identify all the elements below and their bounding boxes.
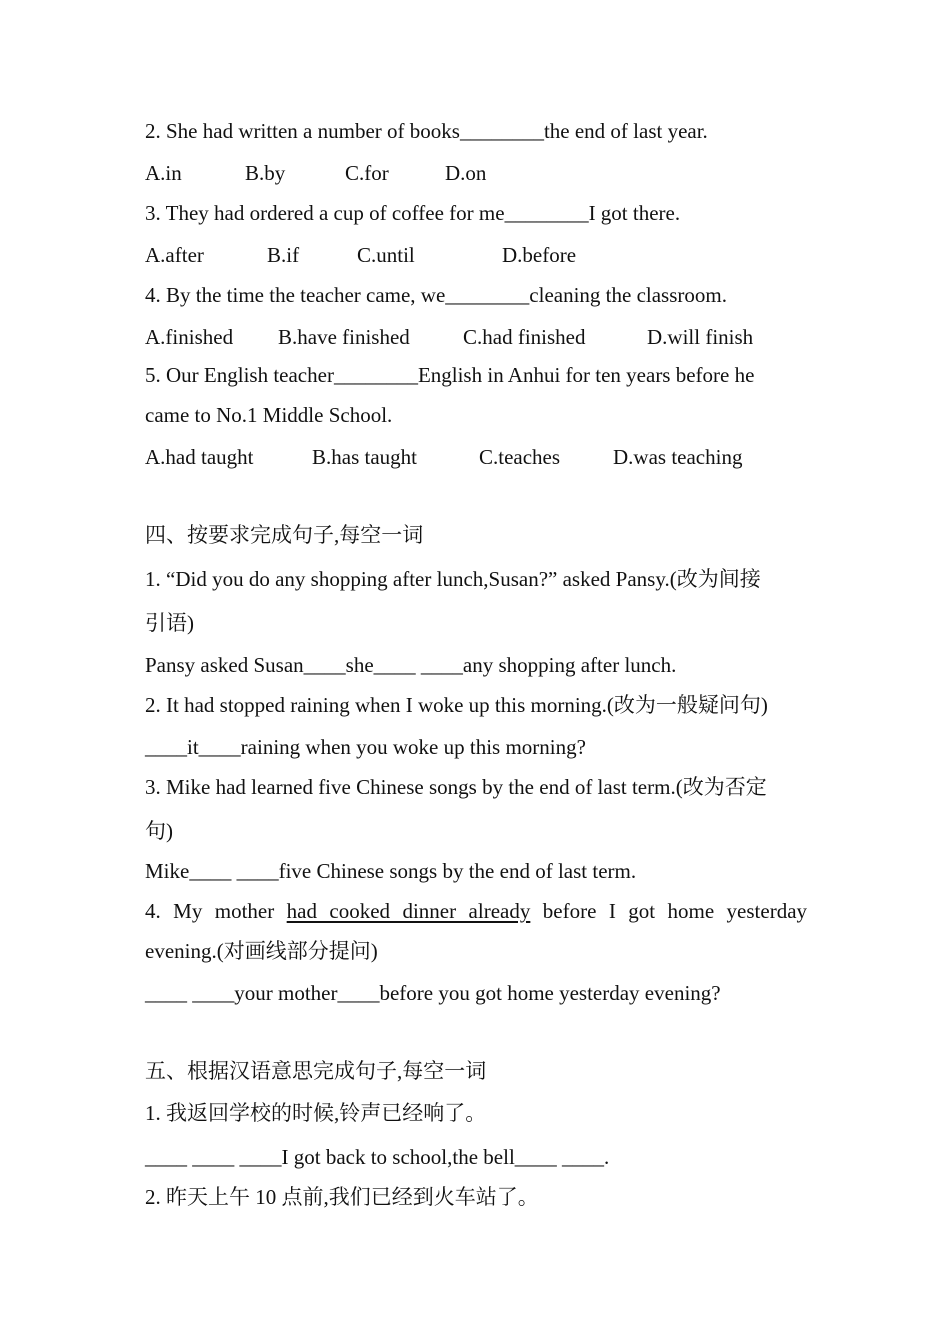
question-4-option-a: A.finished xyxy=(145,325,234,349)
section-5-item-2-prompt: 2. 昨天上午 10 点前,我们已经到火车站了。 xyxy=(145,1185,539,1209)
question-3-option-d: D.before xyxy=(502,243,577,267)
question-4-option-b: B.have finished xyxy=(278,325,410,349)
question-5-option-d: D.was teaching xyxy=(613,445,743,469)
section-4-item-4-underlined-phrase: had cooked dinner already xyxy=(286,899,531,923)
question-4-option-d: D.will finish xyxy=(647,325,754,349)
section-4-item-4-line1 xyxy=(145,898,807,924)
question-2-option-b: B.by xyxy=(245,161,286,185)
question-2-option-c: C.for xyxy=(345,161,389,185)
section-4-item-3-line2: 句) xyxy=(145,819,173,843)
question-5-stem-line1: 5. Our English teacher________English in Anhui for ten years before he xyxy=(145,363,755,387)
section-4-heading: 四、按要求完成句子,每空一词 xyxy=(145,523,424,547)
section-4-item-1-line1: 1. “Did you do any shopping after lunch,Susan?” asked Pansy.(改为间接 xyxy=(145,567,761,591)
section-4-item-4-prefix: 4. My mother xyxy=(145,899,275,923)
question-4-option-c: C.had finished xyxy=(463,325,586,349)
question-5-option-b: B.has taught xyxy=(312,445,417,469)
section-4-item-3-answer: Mike____ ____five Chinese songs by the end of last term. xyxy=(145,859,637,883)
section-4-item-2-line1: 2. It had stopped raining when I woke up this morning.(改为一般疑问句) xyxy=(145,693,768,717)
question-3-stem: 3. They had ordered a cup of coffee for me________I got there. xyxy=(145,201,681,225)
section-4-item-2-answer: ____it____raining when you woke up this morning? xyxy=(145,735,586,759)
question-4-stem: 4. By the time the teacher came, we________cleaning the classroom. xyxy=(145,283,727,307)
question-2-option-d: D.on xyxy=(445,161,487,185)
question-3-option-b: B.if xyxy=(267,243,300,267)
question-2-option-a: A.in xyxy=(145,161,182,185)
question-3-option-a: A.after xyxy=(145,243,204,267)
question-2-stem: 2. She had written a number of books________the end of last year. xyxy=(145,119,708,143)
section-4-item-4-answer: ____ ____your mother____before you got home yesterday evening? xyxy=(145,981,721,1005)
section-4-item-4-suffix: before I got home yesterday xyxy=(542,899,808,923)
section-4-item-3-line1: 3. Mike had learned five Chinese songs by the end of last term.(改为否定 xyxy=(145,775,767,799)
section-5-heading: 五、根据汉语意思完成句子,每空一词 xyxy=(145,1059,487,1083)
question-5-stem-line2: came to No.1 Middle School. xyxy=(145,403,393,427)
question-5-option-c: C.teaches xyxy=(479,445,561,469)
question-5-option-a: A.had taught xyxy=(145,445,254,469)
section-5-item-1-prompt: 1. 我返回学校的时候,铃声已经响了。 xyxy=(145,1101,487,1125)
section-5-item-1-answer: ____ ____ ____I got back to school,the bell____ ____. xyxy=(145,1145,610,1169)
section-4-item-4-line2: evening.(对画线部分提问) xyxy=(145,939,378,963)
question-3-option-c: C.until xyxy=(357,243,415,267)
section-4-item-1-answer: Pansy asked Susan____she____ ____any shopping after lunch. xyxy=(145,653,677,677)
section-4-item-1-line2: 引语) xyxy=(145,611,194,635)
